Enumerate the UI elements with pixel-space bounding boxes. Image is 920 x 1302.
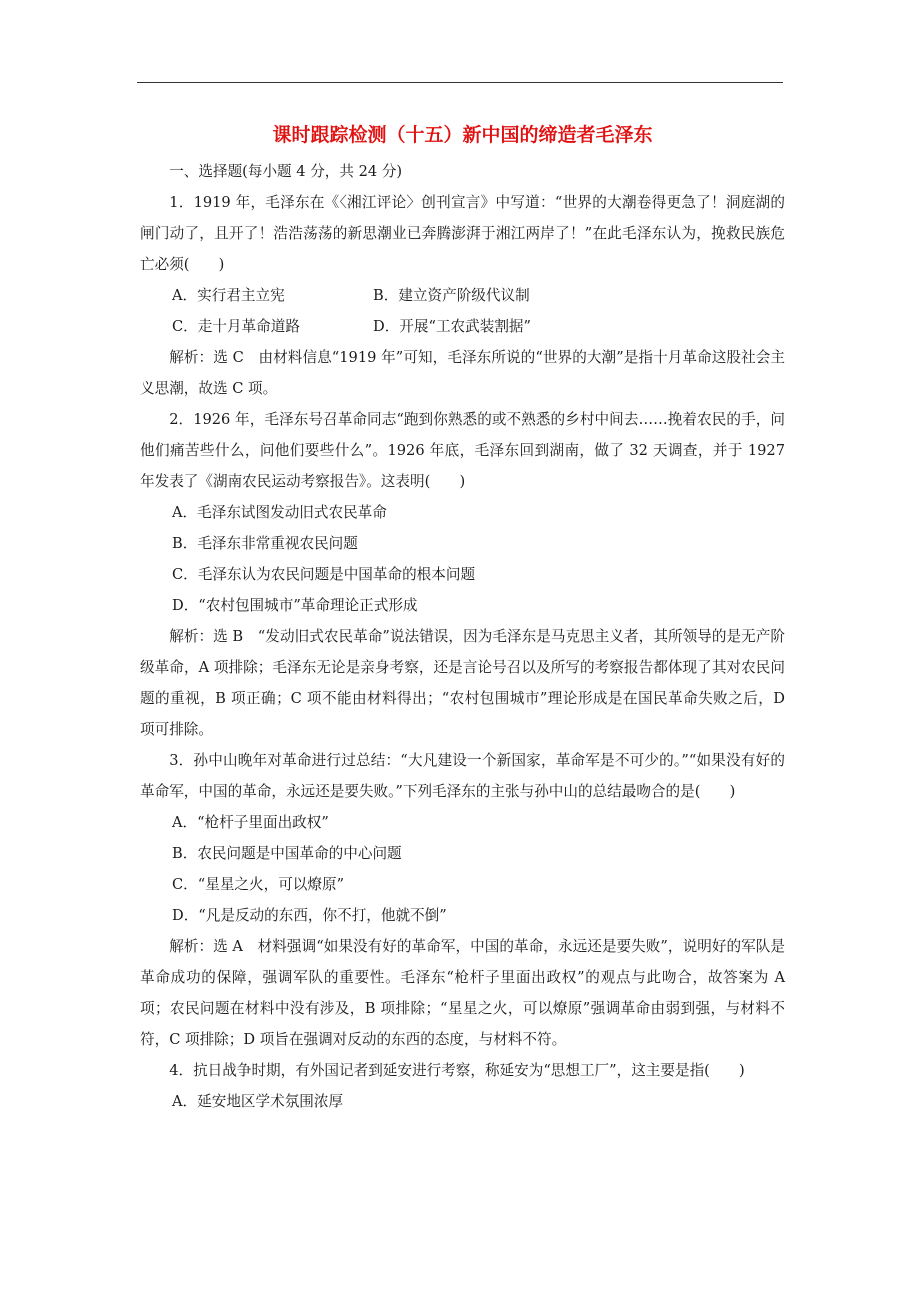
question-1-stem: 1．1919 年，毛泽东在《〈湘江评论〉创刊宣言》中写道：“世界的大潮卷得更急了！洞庭湖的闸门动了，且开了！浩浩荡荡的新思潮业已奔腾澎湃于湘江两岸了！”在此毛泽东认为，挽救民族危亡必须( ) [140, 194, 785, 273]
option-3d: D．“凡是反动的东西，你不打，他就不倒” [172, 907, 447, 924]
document-page [140, 118, 785, 1117]
page-title: 课时跟踪检测（十五）新中国的缔造者毛泽东 [272, 124, 653, 146]
question-1-options-cd [140, 311, 785, 342]
option-4a: A．延安地区学术氛围浓厚 [172, 1093, 344, 1110]
option-3b: B．农民问题是中国革命的中心问题 [172, 845, 402, 862]
section-heading: 一、选择题(每小题 4 分，共 24 分) [169, 163, 403, 180]
option-2b: B．毛泽东非常重视农民问题 [172, 535, 358, 552]
option-2c: C．毛泽东认为农民问题是中国革命的根本问题 [172, 566, 476, 583]
option-2a: A．毛泽东试图发动旧式农民革命 [172, 504, 387, 521]
option-3c: C．“星星之火，可以燎原” [172, 876, 345, 893]
question-3-analysis: 解析：选 A 材料强调“如果没有好的革命军，中国的革命，永远还是要失败”，说明好的军队是革命成功的保障，强调军队的重要性。毛泽东“枪杆子里面出政权”的观点与此吻合，故答案为 A 项；农民问题在材料中没有涉及，B 项排除；“星星之火，可以燎原”强调革命由弱到强，与材料不符，C 项排除；D 项旨在强调对反动的东西的态度，与材料不符。 [140, 938, 785, 1048]
question-3-stem: 3．孙中山晚年对革命进行过总结：“大凡建设一个新国家，革命军是不可少的。”“如果没有好的革命军，中国的革命，永远还是要失败。”下列毛泽东的主张与孙中山的总结最吻合的是( ) [140, 752, 785, 800]
question-2-stem: 2．1926 年，毛泽东号召革命同志“跑到你熟悉的或不熟悉的乡村中间去……挽着农民的手，问他们痛苦些什么，问他们要些什么”。1926 年底，毛泽东回到湖南，做了 32 天调查，并于 1927 年发表了《湖南农民运动考察报告》。这表明( ) [140, 411, 785, 490]
question-1-analysis: 解析：选 C 由材料信息“1919 年”可知，毛泽东所说的“世界的大潮”是指十月革命这股社会主义思潮，故选 C 项。 [140, 349, 785, 397]
option-3a: A．“枪杆子里面出政权” [172, 814, 329, 831]
option-1a: A．实行君主立宪 [172, 287, 285, 304]
question-4-stem: 4．抗日战争时期，有外国记者到延安进行考察，称延安为“思想工厂”，这主要是指( ) [169, 1062, 745, 1079]
option-1d: D．开展“工农武装割据” [373, 318, 531, 335]
option-1b: B．建立资产阶级代议制 [373, 287, 530, 304]
question-1-options-ab [140, 280, 785, 311]
option-2d: D．“农村包围城市”革命理论正式形成 [172, 597, 418, 614]
option-1c: C．走十月革命道路 [172, 318, 300, 335]
header-rule [137, 82, 783, 83]
question-2-analysis: 解析：选 B “发动旧式农民革命”说法错误，因为毛泽东是马克思主义者，其所领导的是无产阶级革命，A 项排除；毛泽东无论是亲身考察，还是言论号召以及所写的考察报告都体现了其对农民问题的重视，B 项正确；C 项不能由材料得出；“农村包围城市”理论形成是在国民革命失败之后，D 项可排除。 [140, 628, 785, 738]
